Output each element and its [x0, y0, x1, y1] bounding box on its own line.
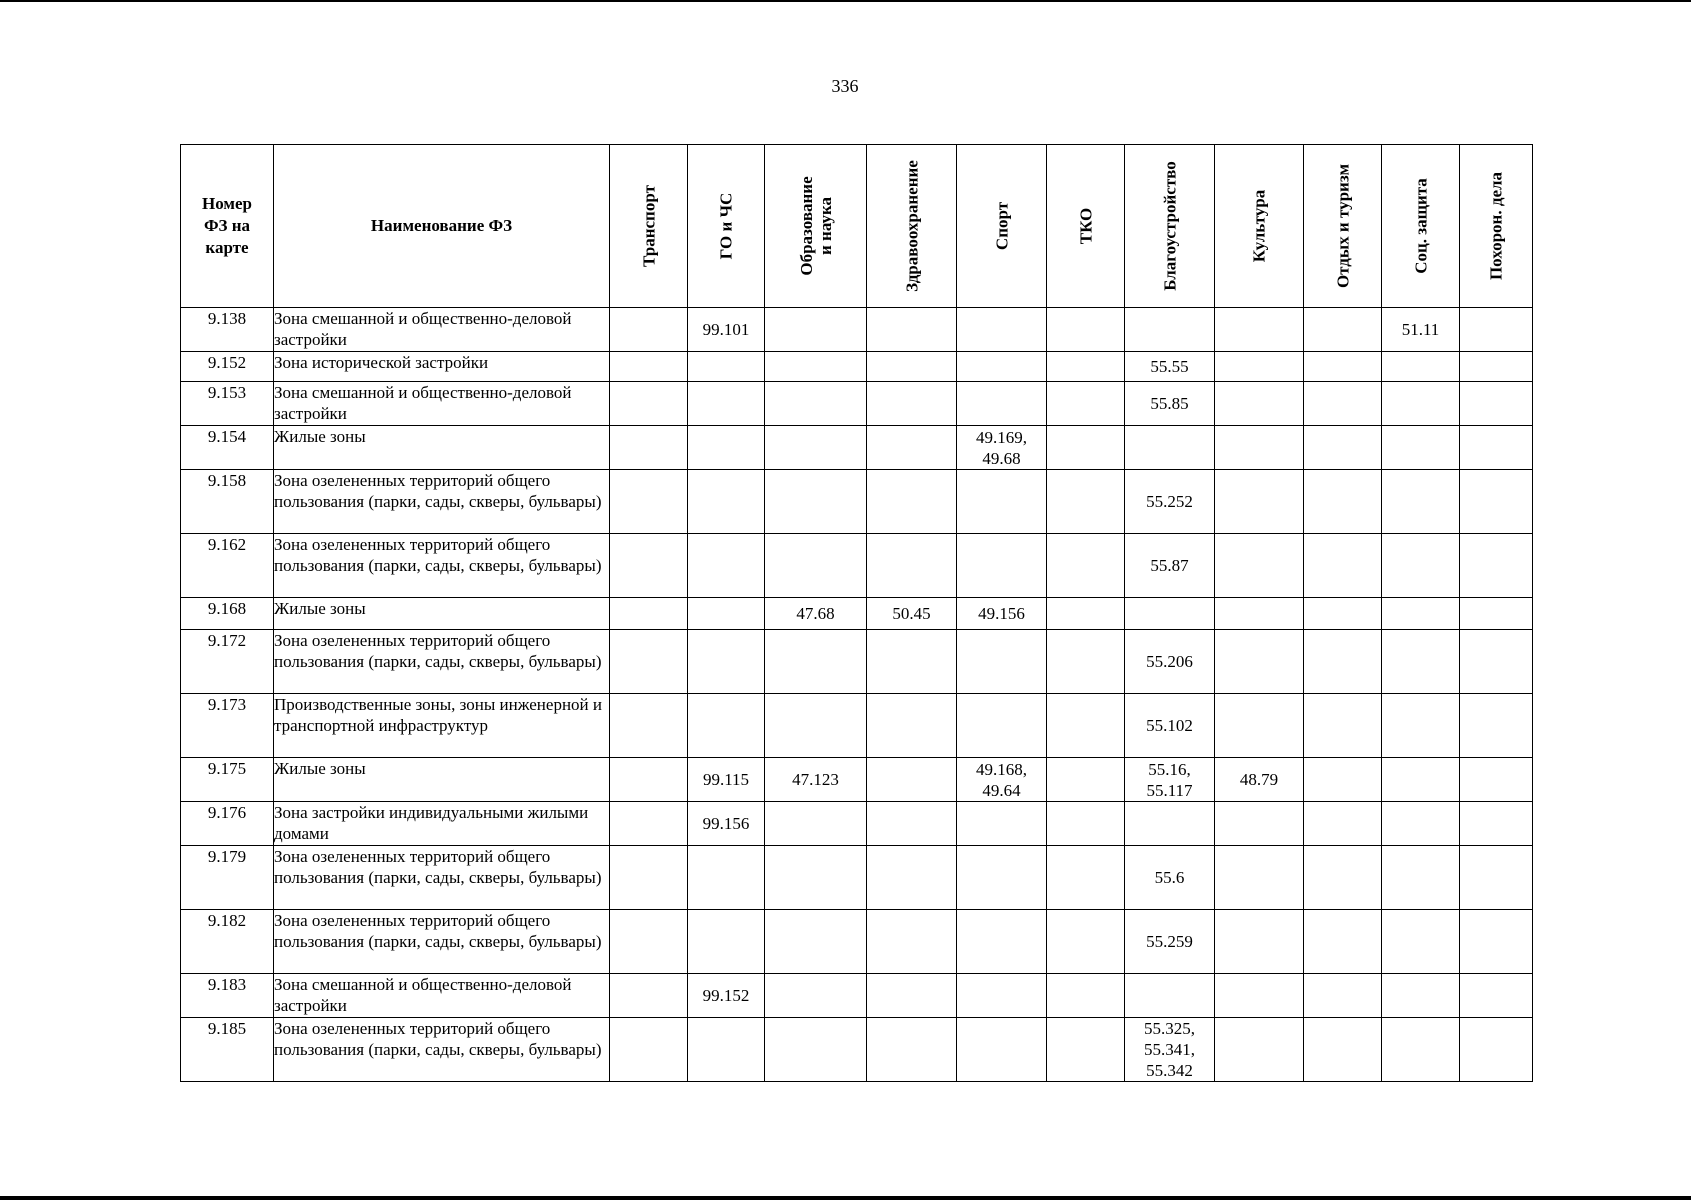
value-cell-go — [688, 694, 765, 758]
column-header-label: Отдых и туризм — [1333, 163, 1352, 289]
table-row — [181, 846, 1533, 910]
value-cell-sport — [957, 974, 1047, 1018]
value-cell-blag: 55.102 — [1125, 694, 1215, 758]
column-header-tko — [1047, 145, 1125, 308]
value-cell-culture — [1215, 630, 1304, 694]
value-cell-funeral — [1460, 758, 1533, 802]
value-cell-tko — [1047, 974, 1125, 1018]
column-header-edu — [765, 145, 867, 308]
value-cell-transport — [610, 802, 688, 846]
scan-edge-top — [0, 0, 1691, 2]
zone-name-cell: Зона смешанной и общественно-деловой застройки — [274, 974, 610, 1018]
zone-number-cell: 9.179 — [181, 846, 274, 910]
zone-name-cell: Зона озелененных территорий общего пользования (парки, сады, скверы, бульвары) — [274, 846, 610, 910]
value-cell-culture — [1215, 426, 1304, 470]
zone-name-cell: Производственные зоны, зоны инженерной и транспортной инфраструктур — [274, 694, 610, 758]
column-header-rest — [1304, 145, 1382, 308]
zone-name-cell: Зона озелененных территорий общего пользования (парки, сады, скверы, бульвары) — [274, 910, 610, 974]
value-cell-rest — [1304, 534, 1382, 598]
value-cell-transport — [610, 694, 688, 758]
zone-number-cell: 9.185 — [181, 1018, 274, 1082]
zone-name-cell: Зона смешанной и общественно-деловой застройки — [274, 382, 610, 426]
value-cell-soc — [1382, 974, 1460, 1018]
value-cell-funeral — [1460, 352, 1533, 382]
value-cell-blag: 55.16, 55.117 — [1125, 758, 1215, 802]
value-cell-funeral — [1460, 974, 1533, 1018]
table-row — [181, 758, 1533, 802]
value-cell-tko — [1047, 694, 1125, 758]
value-cell-blag: 55.55 — [1125, 352, 1215, 382]
value-cell-blag: 55.325, 55.341, 55.342 — [1125, 1018, 1215, 1082]
zone-number-cell: 9.154 — [181, 426, 274, 470]
value-cell-tko — [1047, 802, 1125, 846]
value-cell-culture — [1215, 382, 1304, 426]
zone-name-cell: Жилые зоны — [274, 426, 610, 470]
value-cell-blag: 55.252 — [1125, 470, 1215, 534]
value-cell-rest — [1304, 308, 1382, 352]
value-cell-culture — [1215, 534, 1304, 598]
value-cell-sport: 49.169, 49.68 — [957, 426, 1047, 470]
value-cell-go — [688, 598, 765, 630]
value-cell-transport — [610, 1018, 688, 1082]
zone-name-cell: Зона озелененных территорий общего пользования (парки, сады, скверы, бульвары) — [274, 630, 610, 694]
value-cell-rest — [1304, 426, 1382, 470]
value-cell-health — [867, 534, 957, 598]
value-cell-culture — [1215, 1018, 1304, 1082]
value-cell-funeral — [1460, 426, 1533, 470]
value-cell-rest — [1304, 630, 1382, 694]
value-cell-sport — [957, 694, 1047, 758]
value-cell-funeral — [1460, 1018, 1533, 1082]
zone-name-cell: Зона исторической застройки — [274, 352, 610, 382]
value-cell-soc — [1382, 758, 1460, 802]
value-cell-edu: 47.123 — [765, 758, 867, 802]
value-cell-sport — [957, 1018, 1047, 1082]
value-cell-transport — [610, 974, 688, 1018]
value-cell-culture — [1215, 802, 1304, 846]
value-cell-funeral — [1460, 694, 1533, 758]
table-row — [181, 426, 1533, 470]
value-cell-rest — [1304, 470, 1382, 534]
value-cell-rest — [1304, 910, 1382, 974]
value-cell-funeral — [1460, 598, 1533, 630]
zone-name-cell: Зона озелененных территорий общего пользования (парки, сады, скверы, бульвары) — [274, 470, 610, 534]
value-cell-tko — [1047, 758, 1125, 802]
value-cell-edu — [765, 352, 867, 382]
value-cell-sport — [957, 802, 1047, 846]
value-cell-blag — [1125, 974, 1215, 1018]
table-row — [181, 1018, 1533, 1082]
zone-number-cell: 9.168 — [181, 598, 274, 630]
column-header-soc — [1382, 145, 1460, 308]
value-cell-soc: 51.11 — [1382, 308, 1460, 352]
value-cell-tko — [1047, 308, 1125, 352]
value-cell-culture — [1215, 470, 1304, 534]
value-cell-funeral — [1460, 308, 1533, 352]
table-row — [181, 974, 1533, 1018]
value-cell-blag: 55.259 — [1125, 910, 1215, 974]
value-cell-rest — [1304, 802, 1382, 846]
value-cell-transport — [610, 846, 688, 910]
value-cell-culture — [1215, 910, 1304, 974]
value-cell-transport — [610, 758, 688, 802]
value-cell-edu — [765, 1018, 867, 1082]
value-cell-funeral — [1460, 846, 1533, 910]
value-cell-go — [688, 470, 765, 534]
value-cell-edu — [765, 802, 867, 846]
value-cell-health — [867, 846, 957, 910]
zone-number-cell: 9.172 — [181, 630, 274, 694]
value-cell-tko — [1047, 846, 1125, 910]
value-cell-funeral — [1460, 630, 1533, 694]
value-cell-go — [688, 426, 765, 470]
value-cell-rest — [1304, 1018, 1382, 1082]
value-cell-funeral — [1460, 910, 1533, 974]
value-cell-soc — [1382, 426, 1460, 470]
zone-number-cell: 9.173 — [181, 694, 274, 758]
value-cell-health — [867, 630, 957, 694]
value-cell-transport — [610, 308, 688, 352]
value-cell-edu — [765, 470, 867, 534]
column-header-name: Наименование ФЗ — [274, 145, 610, 308]
value-cell-tko — [1047, 630, 1125, 694]
value-cell-soc — [1382, 598, 1460, 630]
value-cell-edu — [765, 694, 867, 758]
value-cell-sport: 49.168, 49.64 — [957, 758, 1047, 802]
value-cell-culture — [1215, 308, 1304, 352]
value-cell-go — [688, 910, 765, 974]
value-cell-culture — [1215, 694, 1304, 758]
value-cell-transport — [610, 534, 688, 598]
column-header-label: Благоустройство — [1160, 161, 1179, 291]
value-cell-blag — [1125, 598, 1215, 630]
value-cell-sport — [957, 910, 1047, 974]
value-cell-tko — [1047, 352, 1125, 382]
table-row — [181, 470, 1533, 534]
header-row — [181, 145, 1533, 308]
value-cell-go — [688, 1018, 765, 1082]
zone-name-cell: Зона застройки индивидуальными жилыми домами — [274, 802, 610, 846]
column-header-transport — [610, 145, 688, 308]
column-header-label: Здравоохранение — [902, 160, 921, 292]
value-cell-go: 99.101 — [688, 308, 765, 352]
value-cell-edu — [765, 382, 867, 426]
value-cell-blag: 55.206 — [1125, 630, 1215, 694]
zone-name-cell: Зона смешанной и общественно-деловой застройки — [274, 308, 610, 352]
value-cell-culture — [1215, 846, 1304, 910]
value-cell-tko — [1047, 534, 1125, 598]
value-cell-soc — [1382, 630, 1460, 694]
value-cell-rest — [1304, 598, 1382, 630]
value-cell-transport — [610, 352, 688, 382]
value-cell-edu — [765, 534, 867, 598]
value-cell-blag: 55.85 — [1125, 382, 1215, 426]
value-cell-edu — [765, 846, 867, 910]
value-cell-soc — [1382, 352, 1460, 382]
value-cell-tko — [1047, 426, 1125, 470]
value-cell-sport — [957, 630, 1047, 694]
column-header-health — [867, 145, 957, 308]
column-header-label: Похорон. дела — [1486, 171, 1506, 281]
value-cell-culture — [1215, 974, 1304, 1018]
column-header-label: ТКО — [1076, 207, 1095, 245]
value-cell-sport — [957, 382, 1047, 426]
value-cell-edu — [765, 630, 867, 694]
column-header-sport — [957, 145, 1047, 308]
column-header-label: ГО и ЧС — [716, 192, 736, 260]
table-header — [181, 145, 1533, 308]
value-cell-soc — [1382, 846, 1460, 910]
table-row — [181, 352, 1533, 382]
value-cell-go: 99.152 — [688, 974, 765, 1018]
value-cell-health — [867, 694, 957, 758]
table-row — [181, 694, 1533, 758]
value-cell-edu: 47.68 — [765, 598, 867, 630]
value-cell-health — [867, 308, 957, 352]
column-header-funeral — [1460, 145, 1533, 308]
value-cell-health — [867, 758, 957, 802]
value-cell-culture: 48.79 — [1215, 758, 1304, 802]
value-cell-tko — [1047, 382, 1125, 426]
value-cell-soc — [1382, 382, 1460, 426]
column-header-num: Номер ФЗ на карте — [181, 145, 274, 308]
value-cell-health — [867, 470, 957, 534]
zone-number-cell: 9.138 — [181, 308, 274, 352]
value-cell-rest — [1304, 758, 1382, 802]
table-row — [181, 382, 1533, 426]
value-cell-edu — [765, 308, 867, 352]
value-cell-rest — [1304, 694, 1382, 758]
value-cell-funeral — [1460, 382, 1533, 426]
value-cell-go: 99.115 — [688, 758, 765, 802]
value-cell-edu — [765, 426, 867, 470]
table-body — [181, 308, 1533, 1082]
value-cell-soc — [1382, 1018, 1460, 1082]
scan-edge-bottom — [0, 1196, 1691, 1200]
value-cell-health — [867, 910, 957, 974]
value-cell-rest — [1304, 352, 1382, 382]
value-cell-blag: 55.6 — [1125, 846, 1215, 910]
value-cell-blag — [1125, 426, 1215, 470]
value-cell-funeral — [1460, 470, 1533, 534]
value-cell-soc — [1382, 910, 1460, 974]
table-row — [181, 910, 1533, 974]
value-cell-soc — [1382, 470, 1460, 534]
value-cell-culture — [1215, 352, 1304, 382]
value-cell-go — [688, 630, 765, 694]
table-row — [181, 598, 1533, 630]
column-header-label: Соц. защита — [1411, 178, 1430, 274]
value-cell-soc — [1382, 802, 1460, 846]
value-cell-blag: 55.87 — [1125, 534, 1215, 598]
value-cell-go: 99.156 — [688, 802, 765, 846]
value-cell-blag — [1125, 308, 1215, 352]
value-cell-sport — [957, 352, 1047, 382]
value-cell-edu — [765, 974, 867, 1018]
value-cell-go — [688, 352, 765, 382]
column-header-label: Культура — [1249, 189, 1269, 263]
value-cell-transport — [610, 426, 688, 470]
value-cell-go — [688, 534, 765, 598]
zone-number-cell: 9.176 — [181, 802, 274, 846]
table-row — [181, 630, 1533, 694]
value-cell-transport — [610, 598, 688, 630]
zone-number-cell: 9.175 — [181, 758, 274, 802]
column-header-culture — [1215, 145, 1304, 308]
value-cell-sport — [957, 308, 1047, 352]
value-cell-health: 50.45 — [867, 598, 957, 630]
value-cell-sport — [957, 534, 1047, 598]
value-cell-tko — [1047, 598, 1125, 630]
zones-table — [180, 144, 1533, 1082]
value-cell-rest — [1304, 974, 1382, 1018]
zone-name-cell: Зона озелененных территорий общего пользования (парки, сады, скверы, бульвары) — [274, 1018, 610, 1082]
value-cell-edu — [765, 910, 867, 974]
value-cell-funeral — [1460, 534, 1533, 598]
value-cell-transport — [610, 910, 688, 974]
value-cell-transport — [610, 470, 688, 534]
value-cell-health — [867, 426, 957, 470]
column-header-label: Образование и наука — [796, 176, 835, 276]
value-cell-tko — [1047, 910, 1125, 974]
zone-number-cell: 9.152 — [181, 352, 274, 382]
zone-number-cell: 9.182 — [181, 910, 274, 974]
value-cell-soc — [1382, 534, 1460, 598]
zone-number-cell: 9.183 — [181, 974, 274, 1018]
page-number: 336 — [831, 76, 859, 96]
column-header-label: Спорт — [992, 201, 1011, 251]
value-cell-rest — [1304, 382, 1382, 426]
table-row — [181, 802, 1533, 846]
value-cell-health — [867, 1018, 957, 1082]
value-cell-transport — [610, 630, 688, 694]
value-cell-culture — [1215, 598, 1304, 630]
zone-name-cell: Жилые зоны — [274, 758, 610, 802]
value-cell-sport — [957, 846, 1047, 910]
table-row — [181, 308, 1533, 352]
table-row — [181, 534, 1533, 598]
column-header-label: Транспорт — [639, 185, 658, 267]
value-cell-sport — [957, 470, 1047, 534]
value-cell-health — [867, 974, 957, 1018]
value-cell-health — [867, 352, 957, 382]
value-cell-sport: 49.156 — [957, 598, 1047, 630]
column-header-go — [688, 145, 765, 308]
column-header-blag — [1125, 145, 1215, 308]
zone-number-cell: 9.153 — [181, 382, 274, 426]
value-cell-rest — [1304, 846, 1382, 910]
value-cell-health — [867, 382, 957, 426]
value-cell-tko — [1047, 1018, 1125, 1082]
value-cell-soc — [1382, 694, 1460, 758]
value-cell-health — [867, 802, 957, 846]
value-cell-funeral — [1460, 802, 1533, 846]
zone-name-cell: Зона озелененных территорий общего пользования (парки, сады, скверы, бульвары) — [274, 534, 610, 598]
zone-number-cell: 9.158 — [181, 470, 274, 534]
value-cell-tko — [1047, 470, 1125, 534]
zone-number-cell: 9.162 — [181, 534, 274, 598]
zone-name-cell: Жилые зоны — [274, 598, 610, 630]
value-cell-go — [688, 382, 765, 426]
value-cell-go — [688, 846, 765, 910]
value-cell-transport — [610, 382, 688, 426]
value-cell-blag — [1125, 802, 1215, 846]
